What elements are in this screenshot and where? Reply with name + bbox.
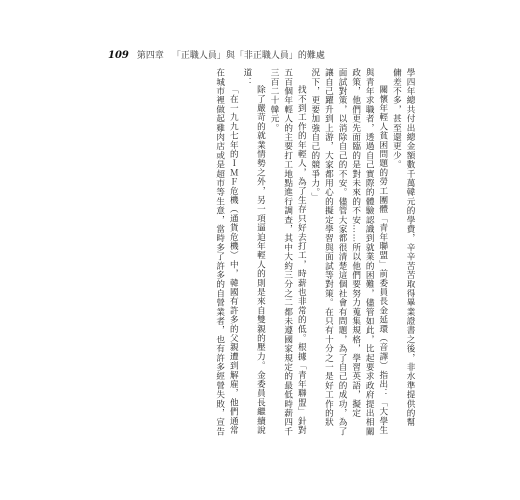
text-line: 政策，他們更先面臨的是對未來的不安……所以他們要努力蒐集規格，學習英語，擬定 — [350, 68, 361, 418]
chapter-title: 「正職人員」與「非正職人員」的難處 — [171, 51, 325, 61]
text-line: 除了嚴苛的就業情勢之外，另一項逼迫年輕人的則是來自雙親的壓力。金委員長繼續說 — [255, 85, 266, 435]
text-line: 況下，更要加強自己的競爭力。」 — [309, 68, 320, 202]
text-line: 三百二十韓元。 — [269, 68, 280, 133]
text-line: 學四年總共付出總金額數千萬韓元的學費，辛辛苦苦取得畢業證書之後，非水準提供的幫 — [405, 68, 415, 427]
text-line: 讓自己躍升到上游，大家都用心的擬定學習與面試等對策。在只有十分之一是好工作的狀 — [323, 68, 334, 427]
chapter-label: 第四章 — [136, 51, 164, 61]
text-line: 找不到工作的年輕人，為了生存只好去打工，時薪也非常的低。根據「青年聯盟」針對 — [296, 85, 307, 435]
text-line: 在城市裡做起雞肉店或是超市等生意，當時多了許多的自營業者，也有許多經營失敗，宣告 — [214, 68, 225, 436]
page-number: 109 — [108, 50, 129, 61]
text-line: 道： — [241, 68, 252, 87]
text-line: 關懷年輕人貧困問題的勞工團體「青年聯盟」前委員長金延環（音譯）指出：「大學生 — [377, 85, 388, 435]
text-line: 面試對策，以消除自己的不安。儘管大家都很清楚這個社會有問題，為了自己的成功，為了 — [337, 68, 348, 436]
running-header — [108, 48, 325, 61]
text-line: 傭差不多，甚至還更少。 — [391, 68, 402, 170]
text-line: 「在一九九七年的ＩＭＦ危機（通貨危機）中，韓國有許多的父親遭到解雇，他們通常 — [228, 85, 239, 435]
text-line: 與青年求職者，透過自己實際的體驗認識到就業的困難，儘管如此，比起要求政府提出相關 — [364, 68, 375, 436]
text-line: 五百個年輕人的主要打工地點進行調查，其中大約三分之二都未遵國家規定的最低時薪四千 — [282, 68, 293, 436]
body-text — [118, 68, 416, 468]
